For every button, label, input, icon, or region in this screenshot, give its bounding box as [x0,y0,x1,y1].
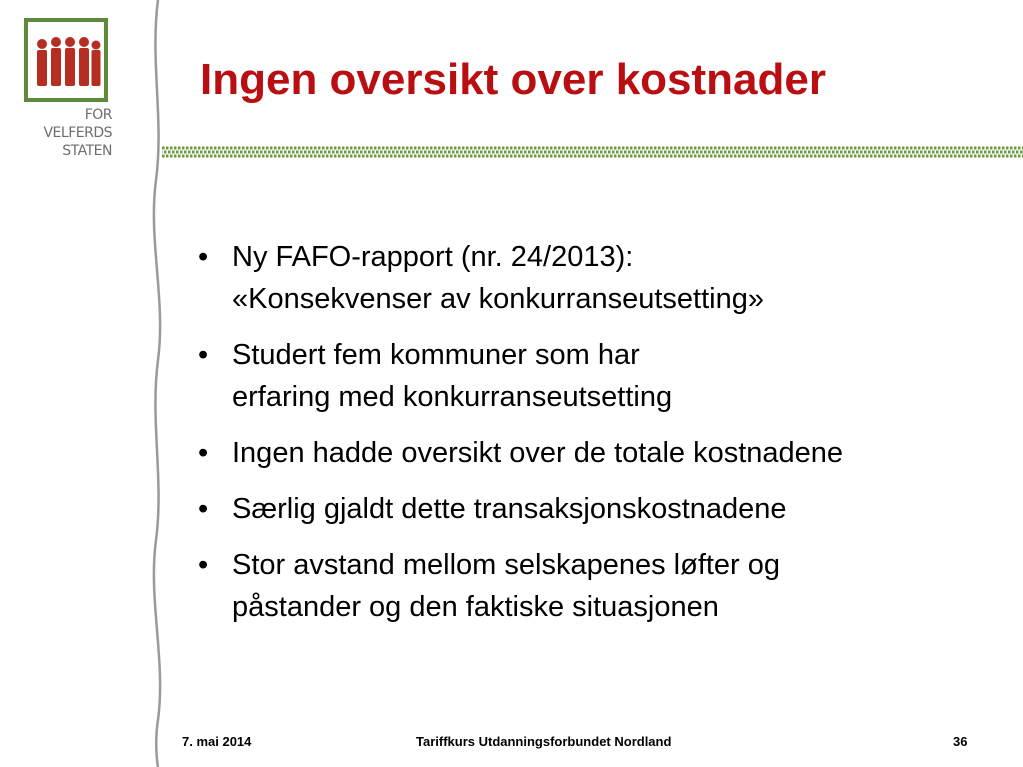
dotted-divider [162,145,1023,159]
bullet-dot: • [198,437,209,469]
bullet-text: Ingen hadde oversikt over de totale kostnadene [232,437,844,469]
logo-text-line: STATEN [62,143,112,159]
logo-text-line: VELFERDS [43,125,112,141]
bullet-item [196,432,1011,474]
bullet-text: Særlig gjaldt dette transaksjonskostnadene [232,493,787,525]
bullet-text: «Konsekvenser av konkurranseutsetting» [232,283,764,315]
bullet-item [196,334,1011,418]
logo-text-line: FOR [84,107,112,123]
bullet-text: påstander og den faktiske situasjonen [232,591,719,623]
slide-title: Ingen oversikt over kostnader [200,55,826,104]
bullet-list [196,236,1011,642]
bullet-dot: • [198,339,209,371]
bullet-dot: • [198,241,209,273]
logo-text [20,106,112,160]
bullet-dot: • [198,493,209,525]
bullet-text: Studert fem kommuner som har [232,339,640,371]
bullet-text: erfaring med konkurranseutsetting [232,381,673,413]
footer-page-number: 36 [953,734,968,749]
bullet-item [196,488,1011,530]
logo-for-velferdsstaten [20,18,112,164]
bullet-text: Ny FAFO-rapport (nr. 24/2013): [232,241,634,273]
footer-title: Tariffkurs Utdanningsforbundet Nordland [416,734,672,749]
bullet-text: Stor avstand mellom selskapenes løfter og [232,549,781,581]
bullet-item [196,236,1011,320]
bullet-dot: • [198,549,209,581]
bullet-item [196,544,1011,628]
logo-figures-icon [24,18,108,102]
footer-date: 7. mai 2014 [182,734,252,749]
